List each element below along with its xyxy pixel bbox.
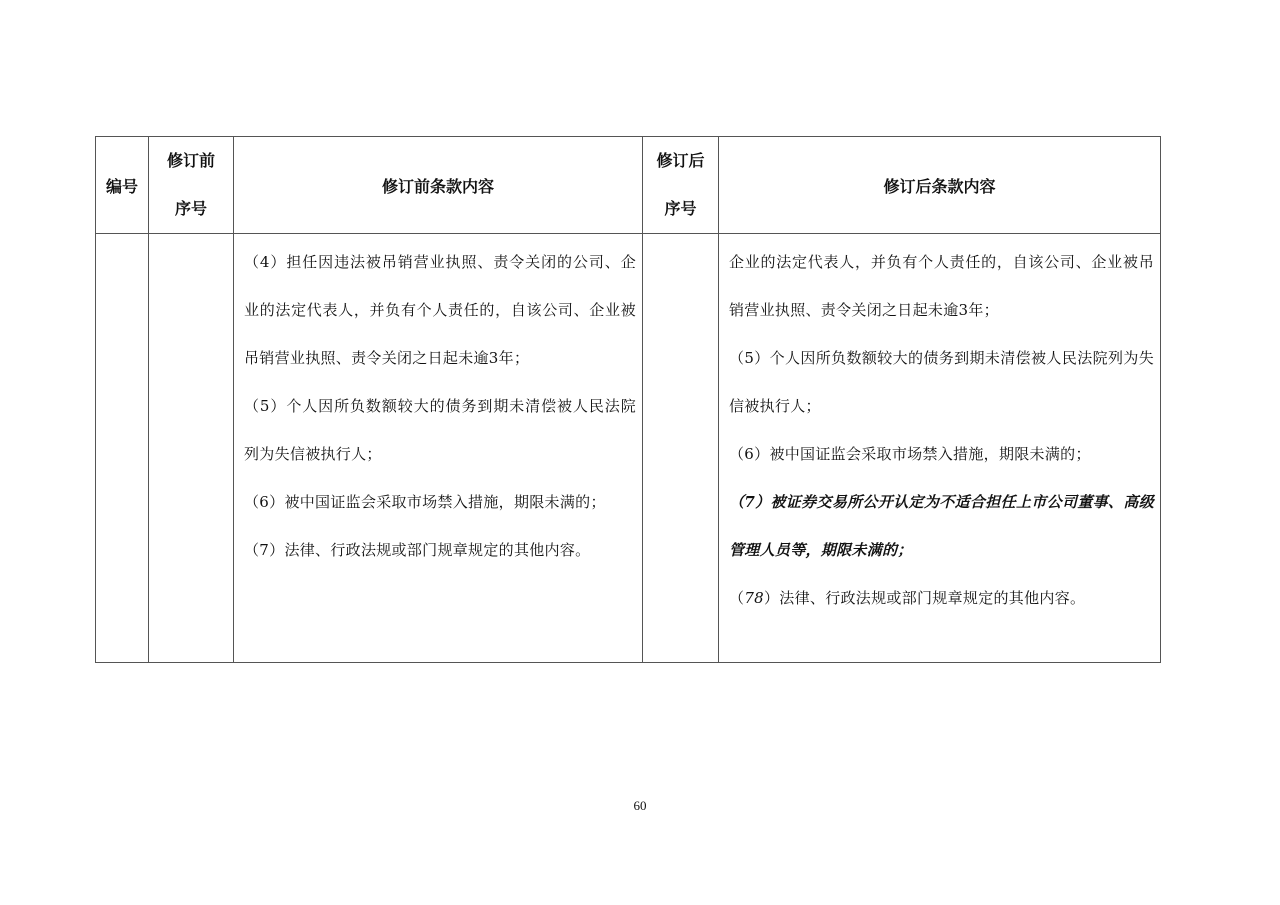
after-paragraph: 企业的法定代表人，并负有个人责任的，自该公司、企业被吊销营业执照、责令关闭之日起未逾3年； [729,253,1154,319]
header-before-seq-line1: 修订前 [166,151,215,170]
table-header-row [96,137,1161,234]
header-before-seq [149,137,234,234]
after-last-paragraph [729,574,1154,622]
after-last-seq: 78 [744,589,764,607]
header-after-seq [643,137,719,234]
header-before-content: 修订前条款内容 [234,137,643,234]
after-inserted-clause: （7）被证券交易所公开认定为不适合担任上市公司董事、高级管理人员等，期限未满的； [729,493,1154,559]
before-paragraph: （5）个人因所负数额较大的债务到期未清偿被人民法院列为失信被执行人； [244,397,636,463]
after-content-text [719,234,1160,622]
header-after-seq-line2: 序号 [664,199,697,218]
before-paragraph: （6）被中国证监会采取市场禁入措施，期限未满的； [244,493,606,511]
after-last-rest: ）法律、行政法规或部门规章规定的其他内容。 [764,589,1086,607]
before-paragraph: （7）法律、行政法规或部门规章规定的其他内容。 [244,541,591,559]
cell-after-seq [643,234,719,663]
after-paragraph: （6）被中国证监会采取市场禁入措施，期限未满的； [729,445,1091,463]
page-number: 60 [633,798,647,813]
cell-before-seq [149,234,234,663]
before-paragraph: （4）担任因违法被吊销营业执照、责令关闭的公司、企业的法定代表人，并负有个人责任的，自该公司、企业被吊销营业执照、责令关闭之日起未逾3年； [244,253,636,367]
after-last-prefix: （ [729,589,745,607]
header-number: 编号 [96,137,149,234]
table-row [96,234,1161,663]
before-content-text [234,234,642,574]
cell-number [96,234,149,663]
header-after-seq-line1: 修订后 [656,151,705,170]
after-paragraph: （5）个人因所负数额较大的债务到期未清偿被人民法院列为失信被执行人； [729,349,1154,415]
cell-before-content [234,234,643,663]
header-after-content: 修订后条款内容 [719,137,1161,234]
cell-after-content [719,234,1161,663]
header-before-seq-line2: 序号 [174,199,207,218]
revision-comparison-table [95,136,1161,663]
